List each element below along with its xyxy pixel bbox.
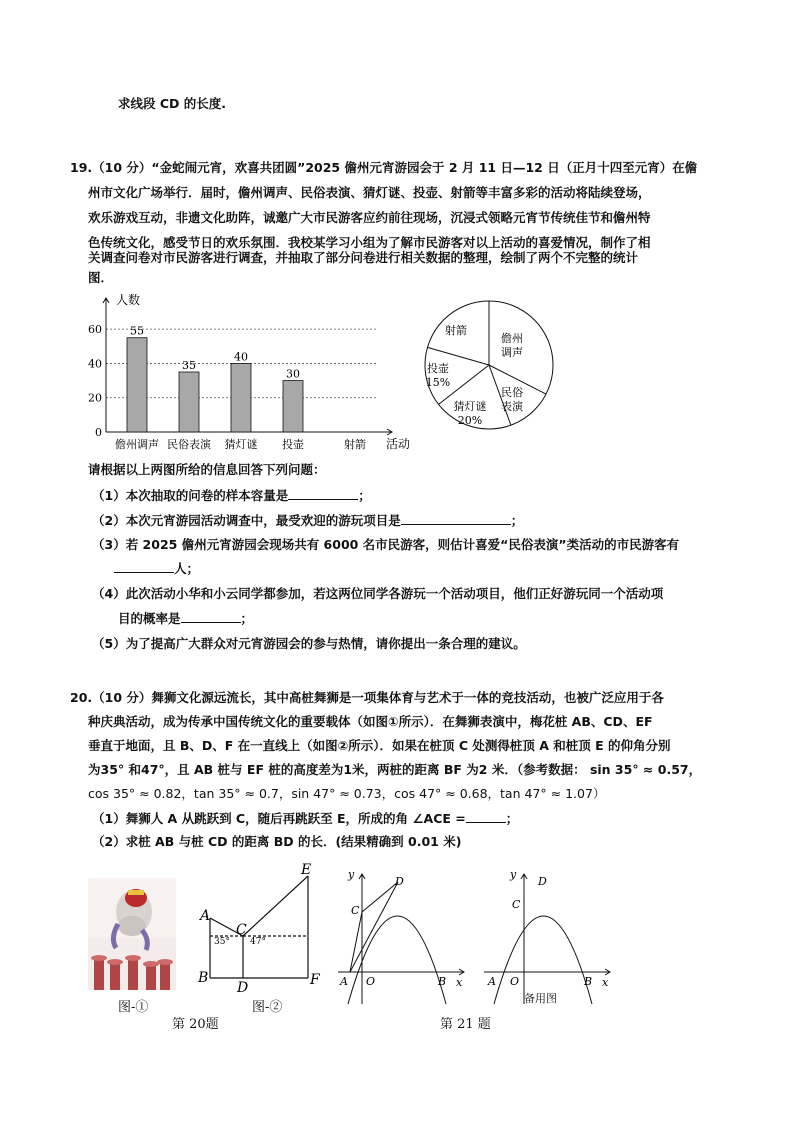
q20-sub-2: （2）求桩 AB 与桩 CD 的距离 BD 的长．(结果精确到 0.01 米) xyxy=(92,834,462,849)
q20-caption: 第 20题 xyxy=(172,1017,219,1032)
pie-chart xyxy=(418,298,560,432)
point-B-label: B xyxy=(438,975,447,988)
bar xyxy=(127,338,147,432)
q19-item-text: （4）此次活动小华和小云同学都参加，若这两位同学各游玩一个活动项目，他们正好游玩同一个活动项 xyxy=(92,586,664,601)
label-C: C xyxy=(236,922,247,938)
q20-sub-text: （1）舞狮人 A 从跳跃到 C，随后再跳跃至 E，所成的角 ∠ACE = xyxy=(92,811,466,826)
q19-item-end: 人； xyxy=(174,561,200,576)
pie-slice-label: 猜灯谜 20% xyxy=(453,400,487,427)
fig2-pole-diagram xyxy=(196,862,326,994)
q19-item-5 xyxy=(92,636,526,652)
pie-slice-label: 儋州调声 xyxy=(501,332,523,359)
label-A: A xyxy=(200,908,211,924)
x-tick-label: 民俗表演 xyxy=(167,438,211,451)
x-tick-label: 投壶 xyxy=(282,438,304,451)
origin-label: O xyxy=(366,975,376,988)
x-axis-label: 活动 xyxy=(386,437,411,451)
q20-line: 为35° 和47°，且 AB 桩与 EF 桩的高度差为1米，两桩的距离 BF 为2 米．（参考数据： sin 35° ≈ 0.57， xyxy=(88,762,702,777)
q19-item-text: （2）本次元宵游园活动调查中，最受欢迎的游玩项目是 xyxy=(92,513,401,528)
bar-data-label: 35 xyxy=(182,359,196,372)
q18-tail-text: 求线段 CD 的长度. xyxy=(118,96,227,111)
fig2-caption: 图-② xyxy=(252,1000,283,1015)
bar-data-label: 40 xyxy=(234,350,248,364)
q19-item-end: ； xyxy=(358,488,371,503)
answer-blank[interactable] xyxy=(181,610,241,623)
answer-blank[interactable] xyxy=(288,487,358,500)
answer-blank[interactable] xyxy=(401,512,511,525)
q21-parabola-figure xyxy=(334,868,468,1006)
q19-line: 19.（10 分）“金蛇闹元宵，欢喜共团圆”2025 儋州元宵游园会于 2 月 11 日—12 日（正月十四至元宵）在儋 xyxy=(70,160,698,175)
lion-dance-photo xyxy=(88,878,176,990)
q19-item-end: ； xyxy=(240,611,254,626)
angle-47: 47° xyxy=(250,937,266,947)
q19-item-4-cont xyxy=(118,610,253,627)
point-D-label: D xyxy=(538,875,547,888)
angle-35: 35° xyxy=(214,937,230,947)
y-tick-label: 60 xyxy=(88,323,102,337)
q19-line: 州市文化广场举行．届时，儋州调声、民俗表演、猜灯谜、投壶、射箭等丰富多彩的活动将陆续登场， xyxy=(88,185,651,200)
q19-item-4 xyxy=(92,586,663,602)
q19-line: 图． xyxy=(88,270,114,285)
bar-data-label: 30 xyxy=(286,367,300,381)
bar-chart xyxy=(86,290,416,455)
point-A-label: A xyxy=(340,975,348,988)
q19-item-text: （3）若 2025 儋州元宵游园会现场共有 6000 名市民游客，则估计喜爱“民俗表演”类活动的市民游客有 xyxy=(92,537,680,552)
fig1-caption: 图-① xyxy=(118,1000,149,1015)
q19-item-2 xyxy=(92,512,523,529)
q19-item-text: 目的概率是 xyxy=(118,611,181,626)
point-C-label: C xyxy=(512,898,521,911)
q20-sub-end: ； xyxy=(505,811,519,826)
q19-item-end: ； xyxy=(510,513,524,528)
q19-item-text: （1）本次抽取的问卷的样本容量是 xyxy=(92,488,289,503)
label-D: D xyxy=(237,980,249,994)
y-tick-label: 40 xyxy=(88,357,102,371)
q20-line: cos 35° ≈ 0.82，tan 35° ≈ 0.7，sin 47° ≈ 0.73，cos 47° ≈ 0.68，tan 47° ≈ 1.07） xyxy=(88,786,606,801)
q21-caption: 第 21 题 xyxy=(440,1017,491,1032)
bar xyxy=(283,381,303,432)
origin-label: O xyxy=(510,975,520,988)
q19-line: 色传统文化，感受节日的欢乐氛围．我校某学习小组为了解市民游客对以上活动的喜爱情况，制作了相 xyxy=(88,235,651,250)
q20-sub-1 xyxy=(92,810,518,827)
q19-line: 欢乐游戏互动，非遗文化助阵，诚邀广大市民游客应约前往现场，沉浸式领略元宵节传统佳节和儋州特 xyxy=(88,210,651,225)
axis-y-label: y xyxy=(510,868,517,881)
x-tick-label: 射箭 xyxy=(344,438,366,451)
point-A-label: A xyxy=(488,975,496,988)
q20-line: 垂直于地面，且 B、D、F 在一直线上（如图②所示）．如果在桩顶 C 处测得桩顶 A 和桩顶 E 的仰角分别 xyxy=(88,738,671,753)
label-F: F xyxy=(310,972,320,988)
q19-line: 关调查问卷对市民游客进行调查，并抽取了部分问卷进行相关数据的整理，绘制了两个不完整的统计 xyxy=(88,250,639,265)
pie-slice-label: 投壶 15% xyxy=(425,362,451,389)
y-tick-label: 20 xyxy=(88,391,102,405)
q20-line: 20.（10 分）舞狮文化源远流长，其中高桩舞狮是一项集体育与艺术于一体的竞技活动，也被广泛应用于各 xyxy=(70,690,664,705)
axis-y-label: y xyxy=(348,868,355,881)
q19-item-3 xyxy=(92,537,679,553)
point-B-label: B xyxy=(584,975,593,988)
answer-blank[interactable] xyxy=(114,560,174,573)
bar-data-label: 55 xyxy=(130,324,144,338)
x-tick-label: 猜灯谜 xyxy=(224,438,258,451)
axis-x-label: x xyxy=(602,976,609,989)
y-tick-label: 0 xyxy=(95,426,102,439)
bar xyxy=(179,372,199,432)
q21-backup-figure xyxy=(480,868,614,1006)
bar xyxy=(231,363,251,432)
point-D-label: D xyxy=(395,875,404,888)
q19-item-text: （5）为了提高广大群众对元宵游园会的参与热情，请你提出一条合理的建议。 xyxy=(92,636,526,651)
x-tick-label: 儋州调声 xyxy=(115,438,159,451)
q19-intro: 请根据以上两图所给的信息回答下列问题： xyxy=(88,462,326,477)
q19-item-3-cont xyxy=(114,560,199,577)
q19-item-1 xyxy=(92,487,371,504)
point-C-label: C xyxy=(351,904,360,917)
y-axis-label: 人数 xyxy=(116,293,141,307)
label-E: E xyxy=(301,862,312,878)
q20-line: 种庆典活动，成为传承中国传统文化的重要载体（如图①所示）．在舞狮表演中，梅花桩 AB、CD、EF xyxy=(88,714,653,729)
pie-slice-label: 民俗表演 xyxy=(501,386,523,413)
pie-slice-label: 射箭 xyxy=(445,324,467,337)
axis-x-label: x xyxy=(456,976,463,989)
backup-caption: 备用图 xyxy=(524,992,557,1005)
answer-blank[interactable] xyxy=(466,810,506,823)
label-B: B xyxy=(198,970,209,986)
